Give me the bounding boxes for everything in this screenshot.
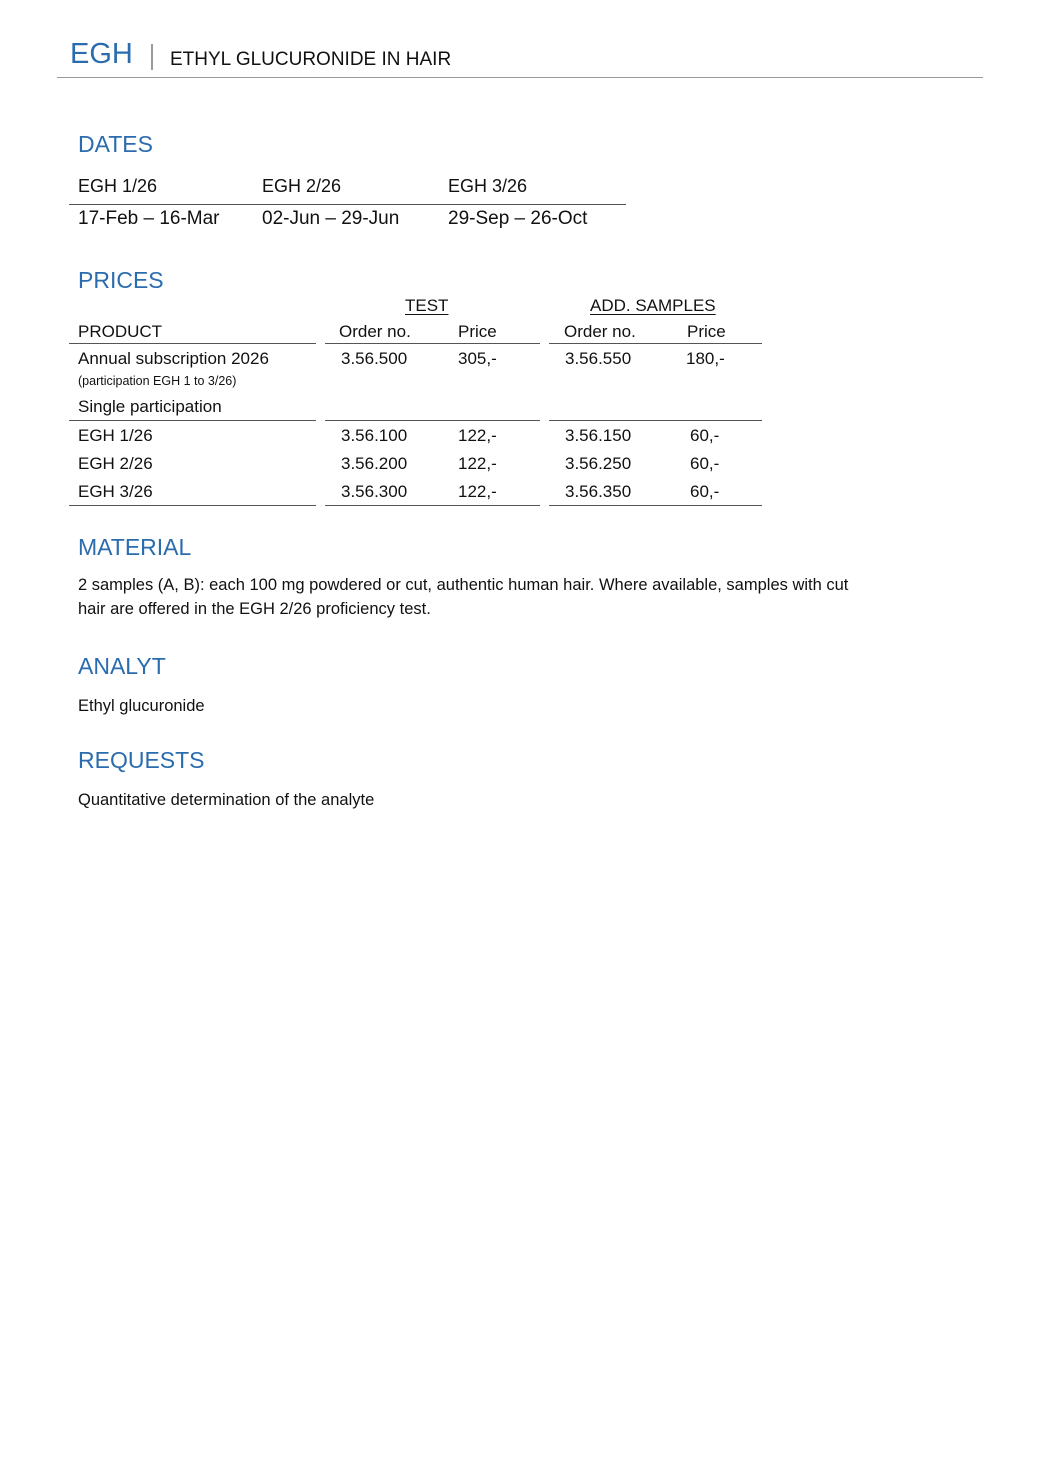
date-range: 17-Feb – 16-Mar bbox=[78, 208, 220, 229]
product-header-rule bbox=[69, 343, 316, 344]
row-test-order: 3.56.200 bbox=[341, 454, 408, 473]
col-add-order-header: Order no. bbox=[564, 322, 636, 341]
material-line-2: hair are offered in the EGH 2/26 proficiency test. bbox=[78, 600, 431, 618]
row-product: EGH 3/26 bbox=[78, 482, 153, 501]
analyt-text: Ethyl glucuronide bbox=[78, 697, 205, 715]
date-round-name: EGH 2/26 bbox=[262, 176, 342, 196]
date-range: 02-Jun – 29-Jun bbox=[262, 208, 400, 229]
analyt-heading: ANALYT bbox=[78, 653, 166, 679]
table-bottom-rule bbox=[549, 505, 762, 506]
single-participation-label: Single participation bbox=[78, 397, 222, 416]
header-separator bbox=[151, 44, 153, 70]
row-add-order: 3.56.250 bbox=[565, 454, 632, 473]
annual-add-price: 180,- bbox=[686, 349, 725, 368]
add-header-rule bbox=[549, 343, 762, 344]
col-test-price-header: Price bbox=[458, 322, 497, 341]
add-samples-group-header: ADD. SAMPLES bbox=[590, 296, 716, 315]
row-test-price: 122,- bbox=[458, 426, 497, 445]
row-test-price: 122,- bbox=[458, 482, 497, 501]
test-group-header: TEST bbox=[405, 296, 449, 315]
row-test-price: 122,- bbox=[458, 454, 497, 473]
header-title: ETHYL GLUCURONIDE IN HAIR bbox=[170, 49, 452, 70]
annual-product: Annual subscription 2026 bbox=[78, 349, 269, 368]
date-range: 29-Sep – 26-Oct bbox=[448, 208, 588, 229]
header-code: EGH bbox=[70, 38, 133, 70]
annual-note: (participation EGH 1 to 3/26) bbox=[78, 374, 237, 388]
table-bottom-rule bbox=[325, 505, 540, 506]
single-rule bbox=[549, 420, 762, 421]
row-product: EGH 2/26 bbox=[78, 454, 153, 473]
row-add-price: 60,- bbox=[690, 454, 720, 473]
row-add-order: 3.56.350 bbox=[565, 482, 632, 501]
row-add-price: 60,- bbox=[690, 482, 720, 501]
dates-rule bbox=[69, 204, 626, 205]
header-rule bbox=[57, 77, 983, 78]
date-round-name: EGH 1/26 bbox=[78, 176, 158, 196]
material-heading: MATERIAL bbox=[78, 534, 192, 560]
date-round-name: EGH 3/26 bbox=[448, 176, 528, 196]
page-header bbox=[70, 38, 982, 78]
test-header-rule bbox=[325, 343, 540, 344]
dates-heading: DATES bbox=[78, 131, 153, 157]
row-product: EGH 1/26 bbox=[78, 426, 153, 445]
annual-test-order: 3.56.500 bbox=[341, 349, 408, 368]
prices-heading: PRICES bbox=[78, 267, 164, 293]
material-line-1: 2 samples (A, B): each 100 mg powdered or cut, authentic human hair. Where available, samples with cut bbox=[78, 576, 849, 594]
annual-add-order: 3.56.550 bbox=[565, 349, 632, 368]
single-rule bbox=[325, 420, 540, 421]
annual-test-price: 305,- bbox=[458, 349, 497, 368]
row-test-order: 3.56.100 bbox=[341, 426, 408, 445]
requests-heading: REQUESTS bbox=[78, 747, 205, 773]
col-add-price-header: Price bbox=[687, 322, 726, 341]
single-rule bbox=[69, 420, 316, 421]
requests-text: Quantitative determination of the analyte bbox=[78, 791, 375, 809]
col-product-header: PRODUCT bbox=[78, 322, 163, 341]
row-add-order: 3.56.150 bbox=[565, 426, 632, 445]
table-bottom-rule bbox=[69, 505, 316, 506]
col-test-order-header: Order no. bbox=[339, 322, 411, 341]
row-test-order: 3.56.300 bbox=[341, 482, 408, 501]
row-add-price: 60,- bbox=[690, 426, 720, 445]
